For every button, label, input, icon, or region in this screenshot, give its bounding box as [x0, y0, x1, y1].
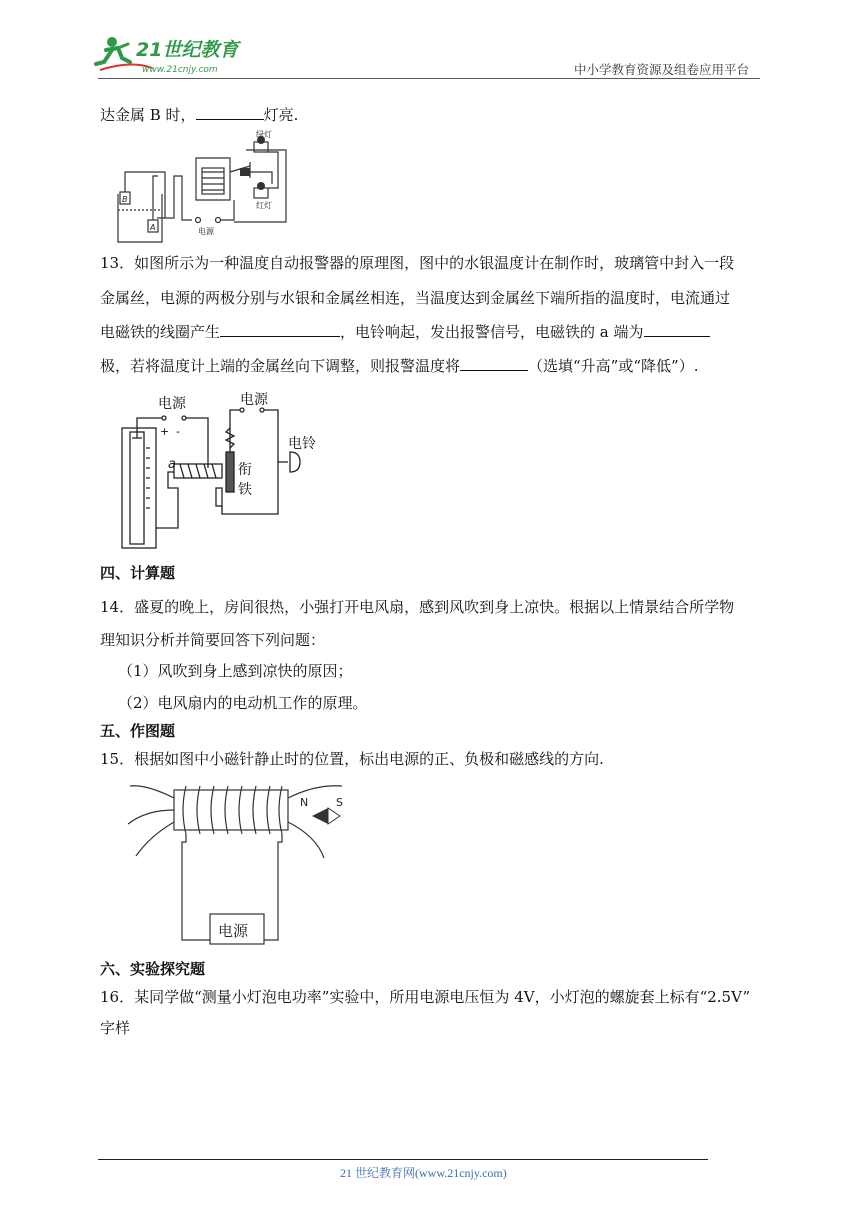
- section-6-title: 六、实验探究题: [100, 960, 206, 978]
- q16-line2: 字样: [100, 1019, 131, 1037]
- q15-text: 15．根据如图中小磁针静止时的位置，标出电源的正、负极和磁感线的方向.: [100, 750, 604, 768]
- q13-line4: [100, 356, 698, 376]
- needle-n-label: N: [300, 796, 309, 809]
- power-source-label: 电源: [218, 922, 249, 940]
- coil-end-a-label: a: [168, 457, 176, 472]
- q12-answer-blank[interactable]: [196, 105, 264, 120]
- footer-text[interactable]: 21 世纪教育网(www.21cnjy.com): [340, 1166, 507, 1180]
- label-a: A: [150, 223, 156, 232]
- q14-line2: 理知识分析并简要回答下列问题：: [100, 631, 326, 649]
- needle-s-label: S: [336, 796, 343, 809]
- figure-q12: [110, 128, 300, 246]
- logo-url: www.21cnjy.com: [142, 65, 218, 75]
- q14-line1: 14．盛夏的晚上，房间很热，小强打开电风扇，感到风吹到身上凉快。根据以上情景结合所学物: [100, 598, 735, 616]
- q14-sub1: （1）风吹到身上感到凉快的原因；: [118, 662, 353, 680]
- power2-label: 电源: [240, 392, 268, 408]
- q13-line4-end: （选填“升高”或“降低”）.: [528, 357, 699, 375]
- temperature-alarm-diagram: [118, 388, 330, 552]
- power-label: 电源: [198, 227, 214, 236]
- q13-answer-blank-3[interactable]: [460, 356, 528, 371]
- label-b: B: [122, 195, 128, 204]
- solenoid-diagram: [126, 776, 362, 950]
- q12-text-start: 达金属 B 时，: [100, 106, 196, 124]
- q13-answer-blank-2[interactable]: [644, 322, 710, 337]
- q13-line3-mid: ，电铃响起，发出报警信号，电磁铁的 a 端为: [340, 323, 644, 341]
- red-lamp-label: 红灯: [256, 201, 272, 210]
- q16-line1: 16．某同学做“测量小灯泡电功率”实验中，所用电源电压恒为 4V，小灯泡的螺旋套上标有“2.5V”: [100, 988, 751, 1006]
- section-5-title: 五、作图题: [100, 722, 176, 740]
- footer-rule: [98, 1159, 708, 1160]
- header-logo: [92, 30, 262, 78]
- armature-label-2: 铁: [238, 482, 252, 498]
- q13-answer-blank-1[interactable]: [220, 322, 340, 337]
- q12-line: [100, 105, 298, 125]
- figure-q13: [118, 388, 330, 552]
- q13-line3-start: 电磁铁的线圈产生: [100, 323, 221, 341]
- q13-line2: 金属丝，电源的两极分别与水银和金属丝相连，当温度达到金属丝下端所指的温度时，电流通过: [100, 289, 731, 307]
- q14-sub2: （2）电风扇内的电动机工作的原理。: [118, 694, 368, 712]
- figure-q15: [126, 776, 362, 950]
- minus-sign: -: [176, 425, 180, 438]
- logo-text: 21世纪教育: [136, 39, 239, 61]
- armature-label-1: 衔: [238, 462, 252, 478]
- q13-line1: 13．如图所示为一种温度自动报警器的原理图，图中的水银温度计在制作时，玻璃管中封入一段: [100, 254, 735, 272]
- green-lamp-label: 绿灯: [256, 130, 272, 139]
- power1-label: 电源: [158, 396, 186, 412]
- plus-sign: +: [160, 425, 170, 438]
- runner-logo-icon: [92, 30, 262, 78]
- q12-text-end: 灯亮.: [263, 106, 299, 124]
- bell-label: 电铃: [288, 436, 316, 452]
- q13-line3: [100, 322, 710, 342]
- header-rule: [98, 78, 760, 79]
- platform-name: 中小学教育资源及组卷应用平台: [574, 62, 750, 77]
- section-4-title: 四、计算题: [100, 564, 176, 582]
- q13-line4-start: 极，若将温度计上端的金属丝向下调整，则报警温度将: [100, 357, 461, 375]
- relay-circuit-diagram: [110, 128, 300, 246]
